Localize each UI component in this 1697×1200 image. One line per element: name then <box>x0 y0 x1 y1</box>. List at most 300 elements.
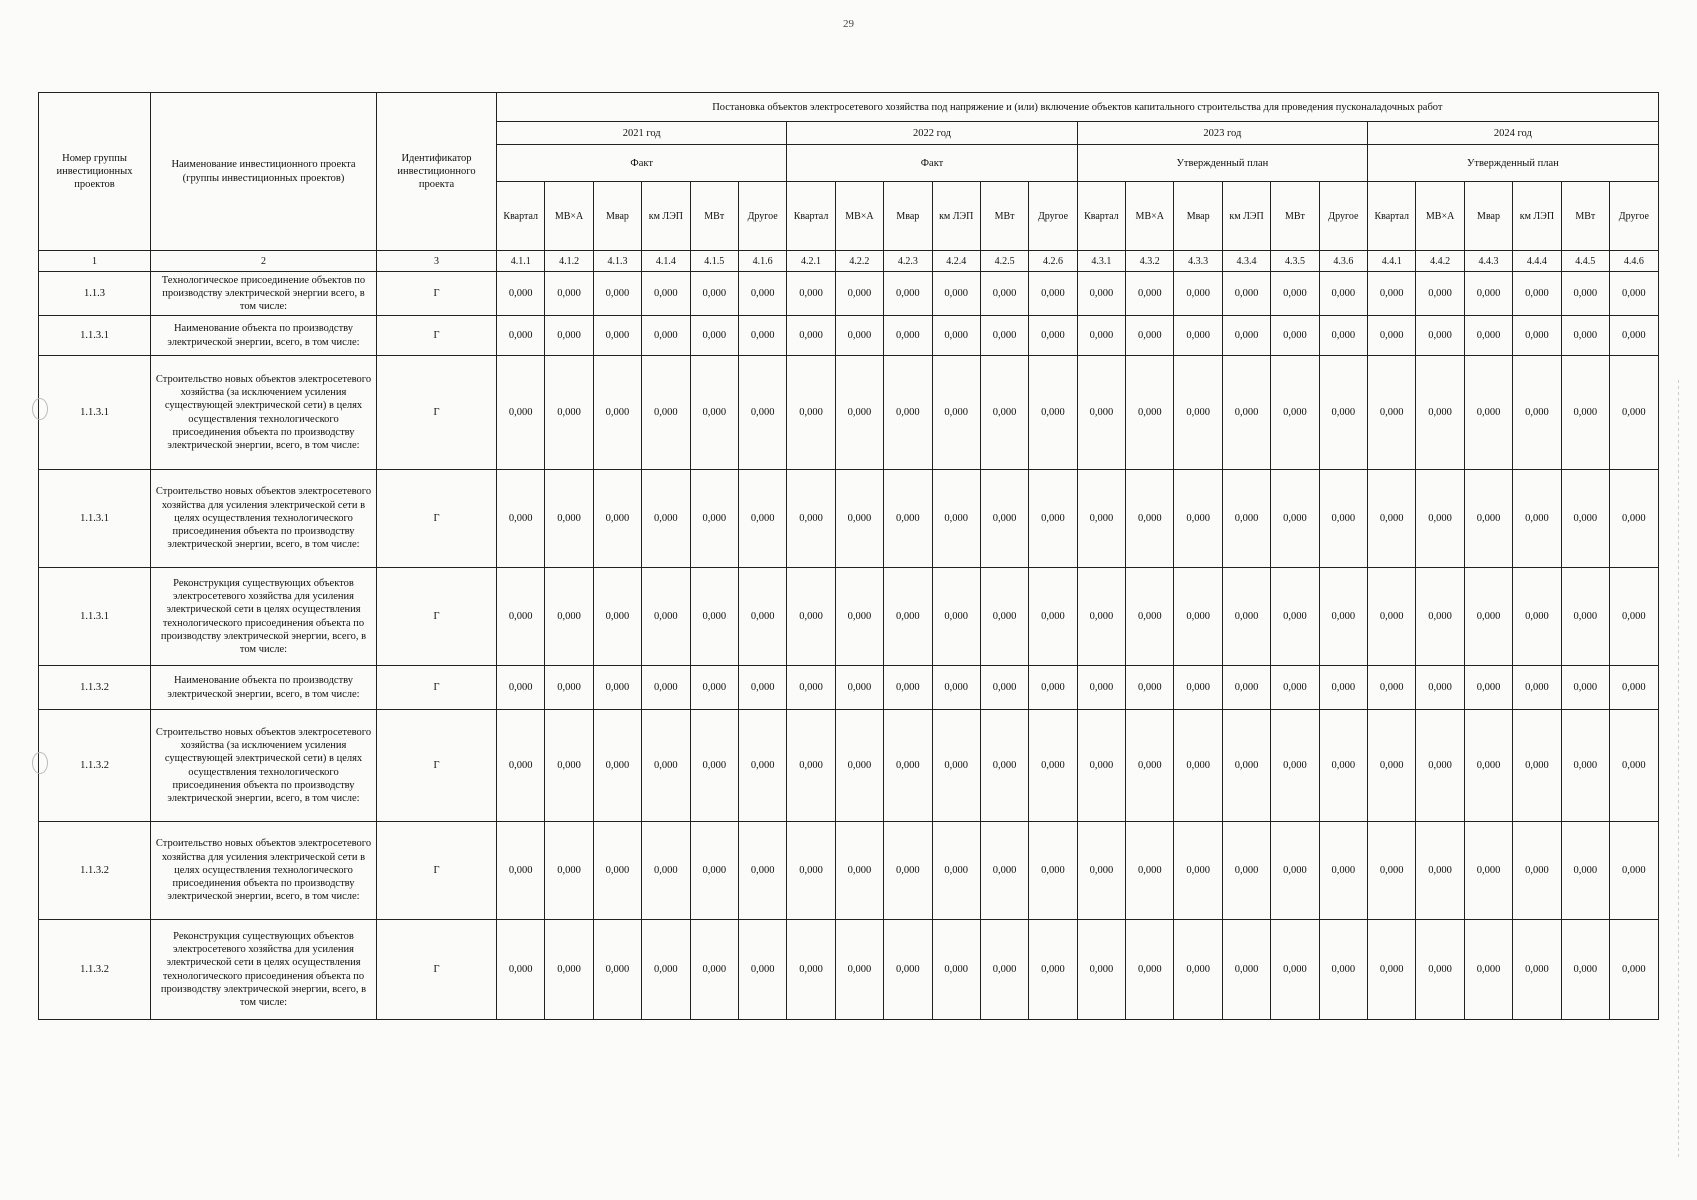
row-identifier: Г <box>377 710 497 822</box>
row-value-cell: 0,000 <box>545 568 593 666</box>
row-value-cell: 0,000 <box>1464 470 1512 568</box>
row-value-cell: 0,000 <box>497 822 545 920</box>
row-identifier: Г <box>377 356 497 470</box>
row-value-cell: 0,000 <box>593 666 641 710</box>
row-value-cell: 0,000 <box>1222 272 1270 316</box>
row-value-cell: 0,000 <box>980 316 1028 356</box>
row-value-cell: 0,000 <box>1416 272 1464 316</box>
row-value-cell: 0,000 <box>1513 710 1561 822</box>
row-value-cell: 0,000 <box>1126 568 1174 666</box>
row-value-cell: 0,000 <box>497 272 545 316</box>
row-value-cell: 0,000 <box>835 822 883 920</box>
row-value-cell: 0,000 <box>1464 666 1512 710</box>
table-header <box>39 93 1659 272</box>
header-unit: МВ×А <box>835 182 883 251</box>
row-value-cell: 0,000 <box>593 470 641 568</box>
row-value-cell: 0,000 <box>690 822 738 920</box>
row-value-cell: 0,000 <box>1609 822 1658 920</box>
row-value-cell: 0,000 <box>835 316 883 356</box>
row-value-cell: 0,000 <box>1609 666 1658 710</box>
row-value-cell: 0,000 <box>835 568 883 666</box>
row-value-cell: 0,000 <box>884 568 932 666</box>
table-row <box>39 822 1659 920</box>
row-value-cell: 0,000 <box>1077 920 1125 1020</box>
row-value-cell: 0,000 <box>1126 316 1174 356</box>
numbering-cell: 4.1.4 <box>642 251 690 272</box>
row-value-cell: 0,000 <box>1464 568 1512 666</box>
row-value-cell: 0,000 <box>545 822 593 920</box>
row-value-cell: 0,000 <box>1368 272 1416 316</box>
numbering-cell: 4.1.2 <box>545 251 593 272</box>
row-value-cell: 0,000 <box>1271 666 1319 710</box>
row-value-cell: 0,000 <box>690 666 738 710</box>
row-value-cell: 0,000 <box>1174 316 1222 356</box>
row-project-name: Строительство новых объектов электросетевого хозяйства (за исключением усиления существующей электрической сети) в целях осуществления технологического присоединения объекта по производству электрической энергии, всего, в том числе: <box>151 356 377 470</box>
header-unit: МВ×А <box>1416 182 1464 251</box>
row-value-cell: 0,000 <box>1561 470 1609 568</box>
row-value-cell: 0,000 <box>884 822 932 920</box>
row-group-number: 1.1.3.2 <box>39 822 151 920</box>
row-value-cell: 0,000 <box>642 272 690 316</box>
row-value-cell: 0,000 <box>1464 316 1512 356</box>
row-value-cell: 0,000 <box>1222 822 1270 920</box>
investment-table-sheet <box>38 92 1658 1020</box>
numbering-cell: 4.3.5 <box>1271 251 1319 272</box>
row-value-cell: 0,000 <box>690 470 738 568</box>
row-value-cell: 0,000 <box>1222 568 1270 666</box>
row-value-cell: 0,000 <box>738 272 786 316</box>
row-value-cell: 0,000 <box>1271 822 1319 920</box>
row-value-cell: 0,000 <box>835 272 883 316</box>
row-value-cell: 0,000 <box>835 920 883 1020</box>
row-value-cell: 0,000 <box>593 272 641 316</box>
row-value-cell: 0,000 <box>1077 710 1125 822</box>
row-value-cell: 0,000 <box>1368 822 1416 920</box>
row-value-cell: 0,000 <box>980 470 1028 568</box>
row-value-cell: 0,000 <box>980 822 1028 920</box>
row-value-cell: 0,000 <box>593 568 641 666</box>
row-value-cell: 0,000 <box>1368 710 1416 822</box>
row-value-cell: 0,000 <box>1126 356 1174 470</box>
row-value-cell: 0,000 <box>1464 710 1512 822</box>
row-value-cell: 0,000 <box>1464 822 1512 920</box>
row-value-cell: 0,000 <box>1609 470 1658 568</box>
row-project-name: Строительство новых объектов электросетевого хозяйства (за исключением усиления существующей электрической сети) в целях осуществления технологического присоединения объекта по производству электрической энергии, всего, в том числе: <box>151 710 377 822</box>
row-value-cell: 0,000 <box>642 568 690 666</box>
row-value-cell: 0,000 <box>1126 272 1174 316</box>
row-value-cell: 0,000 <box>1271 710 1319 822</box>
row-value-cell: 0,000 <box>1368 470 1416 568</box>
numbering-cell: 4.4.1 <box>1368 251 1416 272</box>
row-value-cell: 0,000 <box>738 316 786 356</box>
row-value-cell: 0,000 <box>932 710 980 822</box>
header-unit: Мвар <box>1174 182 1222 251</box>
row-value-cell: 0,000 <box>545 920 593 1020</box>
row-value-cell: 0,000 <box>884 920 932 1020</box>
row-value-cell: 0,000 <box>1464 356 1512 470</box>
row-group-number: 1.1.3.2 <box>39 920 151 1020</box>
row-value-cell: 0,000 <box>932 666 980 710</box>
header-unit: МВт <box>1561 182 1609 251</box>
row-value-cell: 0,000 <box>1368 316 1416 356</box>
header-year: 2022 год <box>787 122 1077 145</box>
investment-table <box>38 92 1659 1020</box>
row-value-cell: 0,000 <box>1174 272 1222 316</box>
row-value-cell: 0,000 <box>1174 920 1222 1020</box>
row-value-cell: 0,000 <box>1222 710 1270 822</box>
row-value-cell: 0,000 <box>497 356 545 470</box>
row-value-cell: 0,000 <box>884 666 932 710</box>
row-value-cell: 0,000 <box>1609 272 1658 316</box>
row-value-cell: 0,000 <box>1222 920 1270 1020</box>
row-value-cell: 0,000 <box>1222 356 1270 470</box>
header-unit: Другое <box>1609 182 1658 251</box>
header-unit: МВ×А <box>1126 182 1174 251</box>
row-value-cell: 0,000 <box>1513 356 1561 470</box>
header-unit: Мвар <box>884 182 932 251</box>
row-value-cell: 0,000 <box>497 710 545 822</box>
numbering-cell: 4.1.5 <box>690 251 738 272</box>
row-value-cell: 0,000 <box>835 470 883 568</box>
numbering-cell: 4.2.2 <box>835 251 883 272</box>
row-value-cell: 0,000 <box>980 568 1028 666</box>
row-group-number: 1.1.3.1 <box>39 568 151 666</box>
numbering-cell: 4.3.2 <box>1126 251 1174 272</box>
row-value-cell: 0,000 <box>1319 356 1367 470</box>
row-value-cell: 0,000 <box>1368 568 1416 666</box>
row-identifier: Г <box>377 470 497 568</box>
row-value-cell: 0,000 <box>593 316 641 356</box>
row-value-cell: 0,000 <box>787 920 835 1020</box>
table-row <box>39 316 1659 356</box>
header-unit: Другое <box>738 182 786 251</box>
row-value-cell: 0,000 <box>642 356 690 470</box>
row-value-cell: 0,000 <box>1077 356 1125 470</box>
row-value-cell: 0,000 <box>1126 710 1174 822</box>
row-value-cell: 0,000 <box>738 710 786 822</box>
table-row <box>39 568 1659 666</box>
table-row <box>39 356 1659 470</box>
numbering-cell: 4.1.6 <box>738 251 786 272</box>
row-value-cell: 0,000 <box>884 316 932 356</box>
numbering-cell: 4.4.2 <box>1416 251 1464 272</box>
row-value-cell: 0,000 <box>497 470 545 568</box>
numbering-cell: 4.4.4 <box>1513 251 1561 272</box>
row-value-cell: 0,000 <box>1029 470 1077 568</box>
row-value-cell: 0,000 <box>1174 568 1222 666</box>
row-value-cell: 0,000 <box>1416 356 1464 470</box>
row-value-cell: 0,000 <box>787 356 835 470</box>
row-project-name: Реконструкция существующих объектов электросетевого хозяйства для усиления электрической сети в целях осуществления технологического присоединения объекта по производству электрической энергии, всего, в том числе: <box>151 568 377 666</box>
header-unit: км ЛЭП <box>1513 182 1561 251</box>
row-value-cell: 0,000 <box>1029 316 1077 356</box>
row-value-cell: 0,000 <box>980 666 1028 710</box>
row-value-cell: 0,000 <box>932 822 980 920</box>
numbering-cell: 4.4.5 <box>1561 251 1609 272</box>
row-value-cell: 0,000 <box>980 356 1028 470</box>
row-value-cell: 0,000 <box>1319 470 1367 568</box>
numbering-cell: 4.3.1 <box>1077 251 1125 272</box>
row-group-number: 1.1.3 <box>39 272 151 316</box>
row-value-cell: 0,000 <box>1174 822 1222 920</box>
row-value-cell: 0,000 <box>738 568 786 666</box>
row-value-cell: 0,000 <box>932 356 980 470</box>
row-value-cell: 0,000 <box>497 316 545 356</box>
row-value-cell: 0,000 <box>545 666 593 710</box>
row-identifier: Г <box>377 666 497 710</box>
row-value-cell: 0,000 <box>1174 470 1222 568</box>
table-row <box>39 666 1659 710</box>
row-value-cell: 0,000 <box>1029 666 1077 710</box>
row-value-cell: 0,000 <box>1029 710 1077 822</box>
numbering-cell: 4.4.3 <box>1464 251 1512 272</box>
row-value-cell: 0,000 <box>835 666 883 710</box>
row-value-cell: 0,000 <box>738 356 786 470</box>
numbering-cell: 4.3.4 <box>1222 251 1270 272</box>
row-value-cell: 0,000 <box>497 666 545 710</box>
numbering-col-1: 1 <box>39 251 151 272</box>
row-value-cell: 0,000 <box>1513 272 1561 316</box>
row-value-cell: 0,000 <box>1561 356 1609 470</box>
row-value-cell: 0,000 <box>593 356 641 470</box>
row-value-cell: 0,000 <box>1077 568 1125 666</box>
page-number: 29 <box>843 18 854 30</box>
row-value-cell: 0,000 <box>690 356 738 470</box>
row-value-cell: 0,000 <box>1416 710 1464 822</box>
row-value-cell: 0,000 <box>593 822 641 920</box>
header-year: 2024 год <box>1368 122 1659 145</box>
row-value-cell: 0,000 <box>1126 470 1174 568</box>
row-value-cell: 0,000 <box>835 356 883 470</box>
row-value-cell: 0,000 <box>1126 666 1174 710</box>
numbering-cell: 4.4.6 <box>1609 251 1658 272</box>
row-value-cell: 0,000 <box>690 316 738 356</box>
row-value-cell: 0,000 <box>1561 568 1609 666</box>
table-row <box>39 470 1659 568</box>
row-value-cell: 0,000 <box>1513 822 1561 920</box>
row-project-name: Реконструкция существующих объектов электросетевого хозяйства для усиления электрической сети в целях осуществления технологического присоединения объекта по производству электрической энергии, всего, в том числе: <box>151 920 377 1020</box>
row-value-cell: 0,000 <box>1029 568 1077 666</box>
row-value-cell: 0,000 <box>545 356 593 470</box>
table-row <box>39 272 1659 316</box>
row-value-cell: 0,000 <box>1561 822 1609 920</box>
numbering-cell: 4.2.1 <box>787 251 835 272</box>
header-unit: км ЛЭП <box>932 182 980 251</box>
header-group-number: Номер группы инвестиционных проектов <box>39 93 151 251</box>
row-value-cell: 0,000 <box>932 470 980 568</box>
row-group-number: 1.1.3.1 <box>39 470 151 568</box>
row-value-cell: 0,000 <box>1609 920 1658 1020</box>
row-value-cell: 0,000 <box>1174 356 1222 470</box>
header-unit: Мвар <box>593 182 641 251</box>
row-value-cell: 0,000 <box>787 470 835 568</box>
header-project-name: Наименование инвестиционного проекта (группы инвестиционных проектов) <box>151 93 377 251</box>
row-value-cell: 0,000 <box>1513 666 1561 710</box>
header-year-status: Факт <box>787 145 1077 182</box>
row-project-name: Технологическое присоединение объектов по производству электрической энергии всего, в том числе: <box>151 272 377 316</box>
row-value-cell: 0,000 <box>1222 666 1270 710</box>
row-value-cell: 0,000 <box>642 920 690 1020</box>
row-value-cell: 0,000 <box>1319 920 1367 1020</box>
row-value-cell: 0,000 <box>1609 710 1658 822</box>
row-value-cell: 0,000 <box>1561 316 1609 356</box>
row-value-cell: 0,000 <box>1368 356 1416 470</box>
numbering-cell: 4.2.3 <box>884 251 932 272</box>
header-unit: км ЛЭП <box>1222 182 1270 251</box>
numbering-cell: 4.2.4 <box>932 251 980 272</box>
row-value-cell: 0,000 <box>1416 666 1464 710</box>
row-value-cell: 0,000 <box>1609 316 1658 356</box>
row-value-cell: 0,000 <box>787 272 835 316</box>
numbering-cell: 4.3.6 <box>1319 251 1367 272</box>
row-value-cell: 0,000 <box>738 470 786 568</box>
row-value-cell: 0,000 <box>1174 666 1222 710</box>
row-group-number: 1.1.3.2 <box>39 710 151 822</box>
row-value-cell: 0,000 <box>1416 470 1464 568</box>
row-value-cell: 0,000 <box>1609 356 1658 470</box>
row-value-cell: 0,000 <box>1271 272 1319 316</box>
row-value-cell: 0,000 <box>497 568 545 666</box>
header-unit: Другое <box>1319 182 1367 251</box>
row-value-cell: 0,000 <box>1416 568 1464 666</box>
row-identifier: Г <box>377 822 497 920</box>
row-value-cell: 0,000 <box>787 568 835 666</box>
row-value-cell: 0,000 <box>1077 470 1125 568</box>
row-value-cell: 0,000 <box>1319 568 1367 666</box>
row-project-name: Строительство новых объектов электросетевого хозяйства для усиления электрической сети в целях осуществления технологического присоединения объекта по производству электрической энергии, всего, в том числе: <box>151 822 377 920</box>
row-value-cell: 0,000 <box>980 710 1028 822</box>
header-year: 2021 год <box>497 122 787 145</box>
row-value-cell: 0,000 <box>1368 666 1416 710</box>
row-value-cell: 0,000 <box>787 666 835 710</box>
header-year: 2023 год <box>1077 122 1367 145</box>
row-identifier: Г <box>377 272 497 316</box>
row-value-cell: 0,000 <box>642 666 690 710</box>
scan-edge-line <box>1678 380 1679 1160</box>
row-value-cell: 0,000 <box>1126 822 1174 920</box>
row-value-cell: 0,000 <box>1271 316 1319 356</box>
row-group-number: 1.1.3.2 <box>39 666 151 710</box>
row-value-cell: 0,000 <box>980 920 1028 1020</box>
header-main-title: Постановка объектов электросетевого хозяйства под напряжение и (или) включение объектов капитального строительства для проведения пусконаладочных работ <box>497 93 1659 122</box>
row-value-cell: 0,000 <box>1368 920 1416 1020</box>
row-value-cell: 0,000 <box>1271 470 1319 568</box>
header-unit: МВт <box>980 182 1028 251</box>
punch-hole-mark <box>32 398 48 420</box>
row-value-cell: 0,000 <box>884 356 932 470</box>
header-unit: Квартал <box>1368 182 1416 251</box>
row-value-cell: 0,000 <box>1174 710 1222 822</box>
row-value-cell: 0,000 <box>1029 920 1077 1020</box>
header-project-identifier: Идентификатор инвестиционного проекта <box>377 93 497 251</box>
row-value-cell: 0,000 <box>738 920 786 1020</box>
table-row <box>39 710 1659 822</box>
row-identifier: Г <box>377 568 497 666</box>
row-value-cell: 0,000 <box>545 470 593 568</box>
row-value-cell: 0,000 <box>787 710 835 822</box>
row-group-number: 1.1.3.1 <box>39 356 151 470</box>
row-value-cell: 0,000 <box>497 920 545 1020</box>
row-value-cell: 0,000 <box>593 920 641 1020</box>
row-value-cell: 0,000 <box>1319 316 1367 356</box>
row-value-cell: 0,000 <box>1271 356 1319 470</box>
numbering-col-3: 3 <box>377 251 497 272</box>
table-body <box>39 272 1659 1020</box>
row-value-cell: 0,000 <box>690 920 738 1020</box>
row-identifier: Г <box>377 920 497 1020</box>
row-value-cell: 0,000 <box>1077 666 1125 710</box>
row-value-cell: 0,000 <box>884 710 932 822</box>
row-value-cell: 0,000 <box>884 470 932 568</box>
numbering-cell: 4.2.5 <box>980 251 1028 272</box>
header-unit: МВт <box>690 182 738 251</box>
row-value-cell: 0,000 <box>787 822 835 920</box>
row-value-cell: 0,000 <box>1077 316 1125 356</box>
row-value-cell: 0,000 <box>642 316 690 356</box>
row-value-cell: 0,000 <box>1126 920 1174 1020</box>
row-value-cell: 0,000 <box>1271 920 1319 1020</box>
row-value-cell: 0,000 <box>835 710 883 822</box>
row-value-cell: 0,000 <box>932 272 980 316</box>
numbering-cell: 4.1.3 <box>593 251 641 272</box>
row-value-cell: 0,000 <box>1609 568 1658 666</box>
row-value-cell: 0,000 <box>1513 920 1561 1020</box>
row-value-cell: 0,000 <box>932 568 980 666</box>
header-unit: Другое <box>1029 182 1077 251</box>
row-value-cell: 0,000 <box>1561 272 1609 316</box>
row-value-cell: 0,000 <box>1513 316 1561 356</box>
row-value-cell: 0,000 <box>738 666 786 710</box>
row-value-cell: 0,000 <box>642 822 690 920</box>
table-row <box>39 920 1659 1020</box>
row-value-cell: 0,000 <box>1222 470 1270 568</box>
row-value-cell: 0,000 <box>1561 710 1609 822</box>
punch-hole-mark <box>32 752 48 774</box>
header-unit: Квартал <box>787 182 835 251</box>
row-value-cell: 0,000 <box>1029 356 1077 470</box>
header-year-status: Факт <box>497 145 787 182</box>
row-value-cell: 0,000 <box>1222 316 1270 356</box>
row-value-cell: 0,000 <box>690 272 738 316</box>
row-value-cell: 0,000 <box>1416 316 1464 356</box>
header-unit: МВт <box>1271 182 1319 251</box>
row-value-cell: 0,000 <box>1319 710 1367 822</box>
row-value-cell: 0,000 <box>1513 568 1561 666</box>
row-value-cell: 0,000 <box>884 272 932 316</box>
row-value-cell: 0,000 <box>593 710 641 822</box>
row-value-cell: 0,000 <box>1513 470 1561 568</box>
row-value-cell: 0,000 <box>1416 822 1464 920</box>
row-value-cell: 0,000 <box>545 272 593 316</box>
row-value-cell: 0,000 <box>1271 568 1319 666</box>
numbering-cell: 4.1.1 <box>497 251 545 272</box>
row-value-cell: 0,000 <box>1464 920 1512 1020</box>
row-value-cell: 0,000 <box>690 568 738 666</box>
row-value-cell: 0,000 <box>1077 822 1125 920</box>
row-value-cell: 0,000 <box>690 710 738 822</box>
row-group-number: 1.1.3.1 <box>39 316 151 356</box>
row-value-cell: 0,000 <box>1561 666 1609 710</box>
row-value-cell: 0,000 <box>545 710 593 822</box>
row-value-cell: 0,000 <box>1416 920 1464 1020</box>
numbering-cell: 4.2.6 <box>1029 251 1077 272</box>
row-value-cell: 0,000 <box>980 272 1028 316</box>
row-value-cell: 0,000 <box>1561 920 1609 1020</box>
header-year-status: Утвержденный план <box>1077 145 1367 182</box>
row-value-cell: 0,000 <box>1464 272 1512 316</box>
numbering-col-2: 2 <box>151 251 377 272</box>
row-value-cell: 0,000 <box>1319 272 1367 316</box>
